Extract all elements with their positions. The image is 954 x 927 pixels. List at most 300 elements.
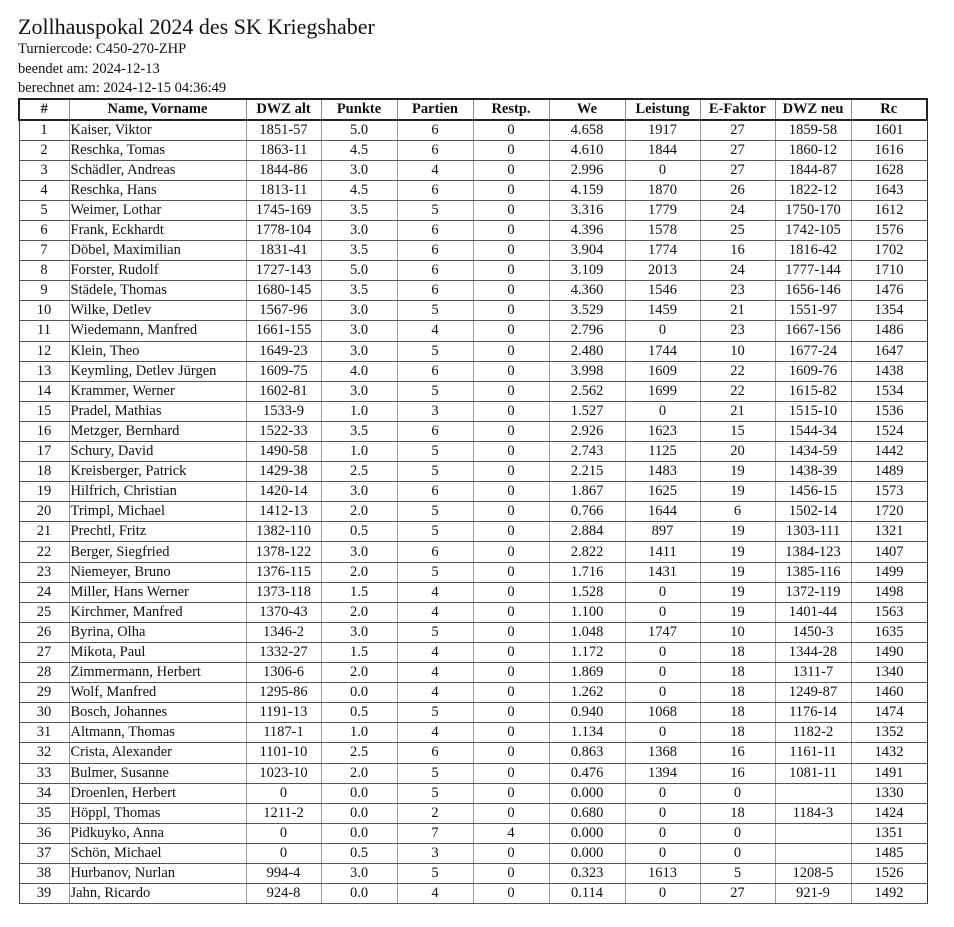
cell-rank: 39 bbox=[19, 884, 69, 904]
cell-rank: 33 bbox=[19, 763, 69, 783]
table-row bbox=[19, 140, 927, 160]
cell-points: 0.5 bbox=[321, 703, 397, 723]
cell-e-factor: 19 bbox=[700, 522, 775, 542]
cell-rc: 1563 bbox=[851, 602, 927, 622]
cell-rank: 25 bbox=[19, 602, 69, 622]
cell-rank: 4 bbox=[19, 180, 69, 200]
column-header-points: Punkte bbox=[321, 99, 397, 120]
cell-rc: 1474 bbox=[851, 703, 927, 723]
cell-we: 2.743 bbox=[549, 442, 625, 462]
table-row bbox=[19, 200, 927, 220]
cell-remaining-points: 0 bbox=[473, 421, 549, 441]
cell-e-factor: 19 bbox=[700, 462, 775, 482]
cell-dwz-new: 1176-14 bbox=[775, 703, 851, 723]
cell-dwz-old: 1851-57 bbox=[246, 120, 321, 140]
cell-remaining-points: 0 bbox=[473, 582, 549, 602]
cell-games: 6 bbox=[397, 421, 473, 441]
cell-games: 6 bbox=[397, 220, 473, 240]
cell-dwz-old: 1602-81 bbox=[246, 381, 321, 401]
cell-performance: 0 bbox=[625, 803, 700, 823]
cell-rank: 27 bbox=[19, 642, 69, 662]
table-row bbox=[19, 743, 927, 763]
table-row bbox=[19, 843, 927, 863]
cell-we: 2.884 bbox=[549, 522, 625, 542]
table-row bbox=[19, 442, 927, 462]
cell-rc: 1491 bbox=[851, 763, 927, 783]
cell-points: 2.5 bbox=[321, 743, 397, 763]
cell-performance: 1613 bbox=[625, 863, 700, 883]
table-row bbox=[19, 160, 927, 180]
cell-e-factor: 16 bbox=[700, 763, 775, 783]
cell-dwz-new: 1656-146 bbox=[775, 281, 851, 301]
cell-dwz-new: 1456-15 bbox=[775, 482, 851, 502]
cell-dwz-new bbox=[775, 783, 851, 803]
cell-rc: 1489 bbox=[851, 462, 927, 482]
cell-rank: 15 bbox=[19, 401, 69, 421]
cell-rc: 1354 bbox=[851, 301, 927, 321]
cell-rank: 21 bbox=[19, 522, 69, 542]
cell-points: 0.0 bbox=[321, 884, 397, 904]
cell-rank: 5 bbox=[19, 200, 69, 220]
cell-dwz-new: 1438-39 bbox=[775, 462, 851, 482]
cell-performance: 0 bbox=[625, 884, 700, 904]
cell-performance: 1644 bbox=[625, 502, 700, 522]
cell-we: 2.562 bbox=[549, 381, 625, 401]
cell-we: 1.869 bbox=[549, 663, 625, 683]
cell-performance: 1368 bbox=[625, 743, 700, 763]
table-row bbox=[19, 241, 927, 261]
cell-name: Städele, Thomas bbox=[69, 281, 246, 301]
cell-games: 5 bbox=[397, 462, 473, 482]
cell-dwz-old: 1191-13 bbox=[246, 703, 321, 723]
cell-dwz-new: 1384-123 bbox=[775, 542, 851, 562]
cell-performance: 1699 bbox=[625, 381, 700, 401]
cell-rank: 28 bbox=[19, 663, 69, 683]
cell-dwz-new: 1303-111 bbox=[775, 522, 851, 542]
cell-games: 5 bbox=[397, 622, 473, 642]
cell-name: Bosch, Johannes bbox=[69, 703, 246, 723]
cell-rc: 1432 bbox=[851, 743, 927, 763]
cell-dwz-old: 1533-9 bbox=[246, 401, 321, 421]
cell-we: 4.396 bbox=[549, 220, 625, 240]
cell-we: 2.796 bbox=[549, 321, 625, 341]
cell-dwz-old: 1778-104 bbox=[246, 220, 321, 240]
cell-remaining-points: 0 bbox=[473, 482, 549, 502]
cell-games: 6 bbox=[397, 361, 473, 381]
cell-rank: 16 bbox=[19, 421, 69, 441]
cell-games: 2 bbox=[397, 803, 473, 823]
cell-dwz-old: 1373-118 bbox=[246, 582, 321, 602]
cell-points: 1.0 bbox=[321, 401, 397, 421]
cell-we: 0.000 bbox=[549, 843, 625, 863]
cell-rc: 1647 bbox=[851, 341, 927, 361]
cell-points: 3.0 bbox=[321, 482, 397, 502]
cell-points: 1.5 bbox=[321, 582, 397, 602]
cell-name: Niemeyer, Bruno bbox=[69, 562, 246, 582]
table-row bbox=[19, 120, 927, 140]
cell-performance: 2013 bbox=[625, 261, 700, 281]
cell-games: 6 bbox=[397, 120, 473, 140]
cell-e-factor: 23 bbox=[700, 321, 775, 341]
cell-points: 4.0 bbox=[321, 361, 397, 381]
cell-e-factor: 20 bbox=[700, 442, 775, 462]
table-row bbox=[19, 622, 927, 642]
cell-we: 1.100 bbox=[549, 602, 625, 622]
cell-dwz-new: 1081-11 bbox=[775, 763, 851, 783]
calculated-timestamp: berechnet am: 2024-12-15 04:36:49 bbox=[18, 80, 227, 96]
cell-dwz-old: 1332-27 bbox=[246, 642, 321, 662]
cell-rank: 2 bbox=[19, 140, 69, 160]
cell-dwz-old: 1727-143 bbox=[246, 261, 321, 281]
cell-we: 1.172 bbox=[549, 642, 625, 662]
cell-rank: 13 bbox=[19, 361, 69, 381]
tournament-code: Turniercode: C450-270-ZHP bbox=[18, 41, 187, 57]
cell-e-factor: 21 bbox=[700, 301, 775, 321]
cell-points: 3.0 bbox=[321, 381, 397, 401]
cell-remaining-points: 0 bbox=[473, 180, 549, 200]
cell-name: Trimpl, Michael bbox=[69, 502, 246, 522]
cell-remaining-points: 0 bbox=[473, 763, 549, 783]
cell-performance: 1625 bbox=[625, 482, 700, 502]
cell-performance: 1459 bbox=[625, 301, 700, 321]
cell-dwz-new: 1208-5 bbox=[775, 863, 851, 883]
results-table bbox=[18, 98, 928, 904]
cell-name: Bulmer, Susanne bbox=[69, 763, 246, 783]
cell-dwz-new: 1859-58 bbox=[775, 120, 851, 140]
cell-games: 4 bbox=[397, 582, 473, 602]
cell-points: 3.0 bbox=[321, 341, 397, 361]
cell-points: 3.0 bbox=[321, 220, 397, 240]
cell-name: Reschka, Hans bbox=[69, 180, 246, 200]
cell-we: 1.528 bbox=[549, 582, 625, 602]
cell-rank: 22 bbox=[19, 542, 69, 562]
table-row bbox=[19, 462, 927, 482]
cell-dwz-old: 1649-23 bbox=[246, 341, 321, 361]
cell-rank: 26 bbox=[19, 622, 69, 642]
table-row bbox=[19, 281, 927, 301]
cell-rc: 1351 bbox=[851, 823, 927, 843]
cell-points: 5.0 bbox=[321, 261, 397, 281]
cell-rc: 1635 bbox=[851, 622, 927, 642]
cell-dwz-new: 1844-87 bbox=[775, 160, 851, 180]
cell-remaining-points: 0 bbox=[473, 743, 549, 763]
cell-dwz-old: 1522-33 bbox=[246, 421, 321, 441]
cell-performance: 0 bbox=[625, 602, 700, 622]
cell-games: 4 bbox=[397, 160, 473, 180]
cell-rc: 1526 bbox=[851, 863, 927, 883]
cell-name: Kaiser, Viktor bbox=[69, 120, 246, 140]
cell-name: Klein, Theo bbox=[69, 341, 246, 361]
cell-dwz-old: 1844-86 bbox=[246, 160, 321, 180]
column-header-dwz-old: DWZ alt bbox=[246, 99, 321, 120]
cell-performance: 1394 bbox=[625, 763, 700, 783]
cell-games: 6 bbox=[397, 542, 473, 562]
cell-rc: 1321 bbox=[851, 522, 927, 542]
cell-points: 3.0 bbox=[321, 542, 397, 562]
cell-dwz-old: 1831-41 bbox=[246, 241, 321, 261]
cell-e-factor: 6 bbox=[700, 502, 775, 522]
cell-dwz-old: 1370-43 bbox=[246, 602, 321, 622]
cell-points: 2.0 bbox=[321, 562, 397, 582]
cell-we: 0.000 bbox=[549, 823, 625, 843]
cell-rc: 1438 bbox=[851, 361, 927, 381]
cell-rank: 6 bbox=[19, 220, 69, 240]
cell-games: 5 bbox=[397, 381, 473, 401]
cell-remaining-points: 0 bbox=[473, 281, 549, 301]
cell-e-factor: 19 bbox=[700, 602, 775, 622]
cell-we: 3.109 bbox=[549, 261, 625, 281]
cell-remaining-points: 0 bbox=[473, 863, 549, 883]
cell-rc: 1498 bbox=[851, 582, 927, 602]
cell-we: 3.998 bbox=[549, 361, 625, 381]
cell-games: 3 bbox=[397, 843, 473, 863]
cell-rc: 1524 bbox=[851, 421, 927, 441]
table-row bbox=[19, 301, 927, 321]
cell-dwz-old: 1378-122 bbox=[246, 542, 321, 562]
cell-remaining-points: 0 bbox=[473, 160, 549, 180]
cell-performance: 0 bbox=[625, 723, 700, 743]
cell-rank: 1 bbox=[19, 120, 69, 140]
cell-points: 0.5 bbox=[321, 843, 397, 863]
cell-rc: 1702 bbox=[851, 241, 927, 261]
cell-points: 0.0 bbox=[321, 783, 397, 803]
cell-remaining-points: 0 bbox=[473, 502, 549, 522]
cell-performance: 897 bbox=[625, 522, 700, 542]
cell-remaining-points: 0 bbox=[473, 321, 549, 341]
table-row bbox=[19, 683, 927, 703]
cell-remaining-points: 0 bbox=[473, 200, 549, 220]
table-row bbox=[19, 562, 927, 582]
cell-remaining-points: 0 bbox=[473, 220, 549, 240]
cell-performance: 1431 bbox=[625, 562, 700, 582]
cell-we: 0.114 bbox=[549, 884, 625, 904]
table-row bbox=[19, 884, 927, 904]
cell-points: 3.5 bbox=[321, 200, 397, 220]
cell-points: 3.0 bbox=[321, 321, 397, 341]
cell-dwz-old: 1306-6 bbox=[246, 663, 321, 683]
cell-rank: 8 bbox=[19, 261, 69, 281]
cell-rank: 7 bbox=[19, 241, 69, 261]
cell-games: 6 bbox=[397, 482, 473, 502]
cell-games: 4 bbox=[397, 642, 473, 662]
table-body bbox=[19, 120, 927, 904]
cell-games: 5 bbox=[397, 522, 473, 542]
cell-rc: 1460 bbox=[851, 683, 927, 703]
cell-games: 4 bbox=[397, 884, 473, 904]
cell-rank: 19 bbox=[19, 482, 69, 502]
cell-rank: 20 bbox=[19, 502, 69, 522]
cell-rc: 1536 bbox=[851, 401, 927, 421]
cell-rank: 30 bbox=[19, 703, 69, 723]
table-row bbox=[19, 703, 927, 723]
cell-name: Wiedemann, Manfred bbox=[69, 321, 246, 341]
table-row bbox=[19, 421, 927, 441]
cell-performance: 0 bbox=[625, 582, 700, 602]
cell-dwz-new: 1742-105 bbox=[775, 220, 851, 240]
cell-points: 5.0 bbox=[321, 120, 397, 140]
cell-e-factor: 19 bbox=[700, 542, 775, 562]
cell-games: 5 bbox=[397, 703, 473, 723]
cell-rank: 10 bbox=[19, 301, 69, 321]
cell-dwz-new: 1777-144 bbox=[775, 261, 851, 281]
cell-e-factor: 19 bbox=[700, 562, 775, 582]
cell-rank: 37 bbox=[19, 843, 69, 863]
cell-name: Hilfrich, Christian bbox=[69, 482, 246, 502]
table-row bbox=[19, 582, 927, 602]
cell-remaining-points: 0 bbox=[473, 843, 549, 863]
cell-remaining-points: 0 bbox=[473, 381, 549, 401]
column-header-rank: # bbox=[19, 99, 69, 120]
cell-performance: 1483 bbox=[625, 462, 700, 482]
cell-points: 1.0 bbox=[321, 442, 397, 462]
cell-remaining-points: 0 bbox=[473, 723, 549, 743]
cell-games: 6 bbox=[397, 140, 473, 160]
cell-remaining-points: 0 bbox=[473, 683, 549, 703]
cell-e-factor: 18 bbox=[700, 723, 775, 743]
cell-we: 0.940 bbox=[549, 703, 625, 723]
cell-remaining-points: 0 bbox=[473, 884, 549, 904]
column-header-remaining-points: Restp. bbox=[473, 99, 549, 120]
cell-e-factor: 15 bbox=[700, 421, 775, 441]
cell-name: Altmann, Thomas bbox=[69, 723, 246, 743]
cell-points: 2.0 bbox=[321, 763, 397, 783]
cell-remaining-points: 0 bbox=[473, 562, 549, 582]
cell-dwz-old: 1101-10 bbox=[246, 743, 321, 763]
cell-name: Byrina, Olha bbox=[69, 622, 246, 642]
column-header-dwz-new: DWZ neu bbox=[775, 99, 851, 120]
cell-e-factor: 10 bbox=[700, 622, 775, 642]
column-header-rc: Rc bbox=[851, 99, 927, 120]
table-row bbox=[19, 522, 927, 542]
cell-we: 0.680 bbox=[549, 803, 625, 823]
cell-dwz-new: 1372-119 bbox=[775, 582, 851, 602]
table-row bbox=[19, 180, 927, 200]
cell-rank: 36 bbox=[19, 823, 69, 843]
cell-we: 1.262 bbox=[549, 683, 625, 703]
cell-dwz-new bbox=[775, 823, 851, 843]
cell-name: Frank, Eckhardt bbox=[69, 220, 246, 240]
cell-name: Pidkuyko, Anna bbox=[69, 823, 246, 843]
cell-we: 2.822 bbox=[549, 542, 625, 562]
cell-games: 5 bbox=[397, 200, 473, 220]
cell-rc: 1720 bbox=[851, 502, 927, 522]
cell-name: Krammer, Werner bbox=[69, 381, 246, 401]
cell-remaining-points: 0 bbox=[473, 140, 549, 160]
cell-dwz-old: 1412-13 bbox=[246, 502, 321, 522]
cell-e-factor: 0 bbox=[700, 823, 775, 843]
cell-dwz-old: 1745-169 bbox=[246, 200, 321, 220]
cell-rc: 1352 bbox=[851, 723, 927, 743]
cell-points: 0.0 bbox=[321, 823, 397, 843]
cell-games: 6 bbox=[397, 241, 473, 261]
column-header-performance: Leistung bbox=[625, 99, 700, 120]
cell-performance: 0 bbox=[625, 321, 700, 341]
cell-rank: 35 bbox=[19, 803, 69, 823]
cell-rank: 38 bbox=[19, 863, 69, 883]
cell-name: Kirchmer, Manfred bbox=[69, 602, 246, 622]
cell-we: 4.610 bbox=[549, 140, 625, 160]
cell-we: 1.867 bbox=[549, 482, 625, 502]
cell-performance: 1068 bbox=[625, 703, 700, 723]
table-row bbox=[19, 723, 927, 743]
cell-games: 3 bbox=[397, 401, 473, 421]
table-row bbox=[19, 341, 927, 361]
cell-e-factor: 24 bbox=[700, 200, 775, 220]
cell-dwz-old: 1680-145 bbox=[246, 281, 321, 301]
cell-remaining-points: 0 bbox=[473, 602, 549, 622]
cell-dwz-new: 1609-76 bbox=[775, 361, 851, 381]
cell-performance: 1623 bbox=[625, 421, 700, 441]
cell-name: Droenlen, Herbert bbox=[69, 783, 246, 803]
cell-e-factor: 18 bbox=[700, 703, 775, 723]
table-row bbox=[19, 482, 927, 502]
table-row bbox=[19, 783, 927, 803]
cell-e-factor: 18 bbox=[700, 642, 775, 662]
cell-points: 1.0 bbox=[321, 723, 397, 743]
cell-games: 5 bbox=[397, 341, 473, 361]
cell-dwz-old: 1429-38 bbox=[246, 462, 321, 482]
cell-e-factor: 26 bbox=[700, 180, 775, 200]
cell-points: 3.0 bbox=[321, 160, 397, 180]
cell-dwz-new: 1434-59 bbox=[775, 442, 851, 462]
cell-performance: 1546 bbox=[625, 281, 700, 301]
cell-remaining-points: 0 bbox=[473, 361, 549, 381]
cell-dwz-old: 1863-11 bbox=[246, 140, 321, 160]
table-row bbox=[19, 361, 927, 381]
table-row bbox=[19, 381, 927, 401]
table-row bbox=[19, 542, 927, 562]
cell-dwz-new: 1401-44 bbox=[775, 602, 851, 622]
cell-rank: 34 bbox=[19, 783, 69, 803]
cell-remaining-points: 0 bbox=[473, 120, 549, 140]
cell-name: Pradel, Mathias bbox=[69, 401, 246, 421]
cell-remaining-points: 0 bbox=[473, 663, 549, 683]
cell-dwz-new: 1182-2 bbox=[775, 723, 851, 743]
cell-rc: 1407 bbox=[851, 542, 927, 562]
cell-remaining-points: 0 bbox=[473, 261, 549, 281]
table-row bbox=[19, 502, 927, 522]
cell-name: Hurbanov, Nurlan bbox=[69, 863, 246, 883]
cell-dwz-new: 1544-34 bbox=[775, 421, 851, 441]
cell-name: Forster, Rudolf bbox=[69, 261, 246, 281]
cell-name: Schury, David bbox=[69, 442, 246, 462]
cell-name: Mikota, Paul bbox=[69, 642, 246, 662]
cell-e-factor: 22 bbox=[700, 381, 775, 401]
cell-rc: 1490 bbox=[851, 642, 927, 662]
cell-remaining-points: 0 bbox=[473, 803, 549, 823]
cell-we: 1.048 bbox=[549, 622, 625, 642]
cell-remaining-points: 0 bbox=[473, 642, 549, 662]
cell-dwz-old: 1382-110 bbox=[246, 522, 321, 542]
cell-we: 1.716 bbox=[549, 562, 625, 582]
cell-rank: 32 bbox=[19, 743, 69, 763]
cell-e-factor: 23 bbox=[700, 281, 775, 301]
cell-e-factor: 19 bbox=[700, 482, 775, 502]
cell-rc: 1424 bbox=[851, 803, 927, 823]
cell-remaining-points: 0 bbox=[473, 462, 549, 482]
cell-points: 3.0 bbox=[321, 863, 397, 883]
cell-games: 5 bbox=[397, 301, 473, 321]
cell-name: Berger, Siegfried bbox=[69, 542, 246, 562]
cell-points: 2.5 bbox=[321, 462, 397, 482]
cell-rc: 1486 bbox=[851, 321, 927, 341]
cell-dwz-old: 1295-86 bbox=[246, 683, 321, 703]
cell-dwz-new: 1822-12 bbox=[775, 180, 851, 200]
cell-we: 1.527 bbox=[549, 401, 625, 421]
cell-rc: 1499 bbox=[851, 562, 927, 582]
cell-e-factor: 18 bbox=[700, 683, 775, 703]
cell-points: 3.0 bbox=[321, 622, 397, 642]
